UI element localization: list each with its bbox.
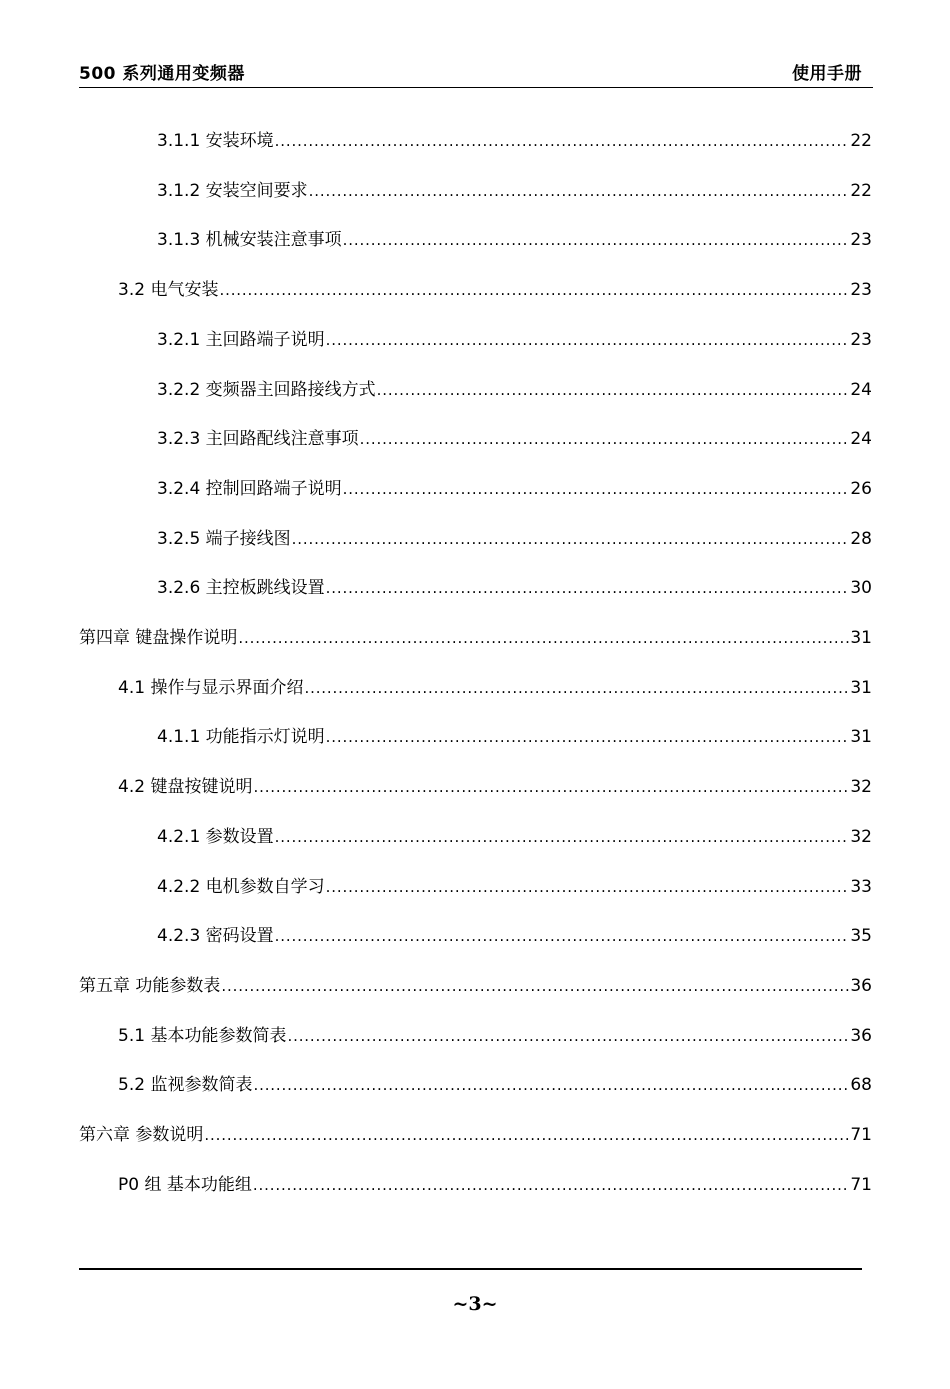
toc-entry[interactable] xyxy=(118,675,872,701)
toc-entry-title: 4.2.3 密码设置 xyxy=(157,926,274,947)
toc-entry-title: 4.2 键盘按键说明 xyxy=(118,777,253,798)
header-product-title: 500 系列通用变频器 xyxy=(79,64,245,84)
toc-entry[interactable] xyxy=(79,625,872,651)
toc-entry-page: 36 xyxy=(850,1025,872,1046)
toc-entry-page: 26 xyxy=(850,478,872,499)
toc-entry-page: 24 xyxy=(850,379,872,400)
toc-entry-page: 31 xyxy=(850,677,872,698)
toc-entry[interactable] xyxy=(157,575,872,601)
toc-dot-leader xyxy=(326,327,850,353)
toc-entry-title: 3.2 电气安装 xyxy=(118,280,219,301)
toc-entry-page: 36 xyxy=(850,975,872,996)
toc-dot-leader xyxy=(309,178,850,204)
toc-entry-page: 71 xyxy=(850,1125,872,1145)
toc-dot-leader xyxy=(238,625,849,651)
toc-entry[interactable] xyxy=(79,973,872,999)
toc-entry-title: 4.2.1 参数设置 xyxy=(157,826,274,847)
toc-dot-leader xyxy=(275,128,850,154)
page-header xyxy=(79,55,873,88)
toc-entry[interactable] xyxy=(79,1122,872,1148)
toc-entry-page: 28 xyxy=(850,528,872,549)
toc-dot-leader xyxy=(204,1122,849,1148)
toc-entry-title: 3.2.1 主回路端子说明 xyxy=(157,329,325,350)
toc-dot-leader xyxy=(343,227,850,253)
toc-entry-page: 32 xyxy=(850,826,872,847)
toc-entry[interactable] xyxy=(157,327,872,353)
toc-dot-leader xyxy=(360,426,850,452)
toc-entry-page: 68 xyxy=(850,1075,872,1096)
toc-entry-title: 第六章 参数说明 xyxy=(79,1125,204,1145)
toc-entry[interactable] xyxy=(118,774,872,800)
toc-entry-title: 3.2.4 控制回路端子说明 xyxy=(157,478,342,499)
toc-entry[interactable] xyxy=(157,426,872,452)
footer-divider xyxy=(79,1268,862,1270)
toc-entry[interactable] xyxy=(118,1172,872,1198)
toc-dot-leader xyxy=(377,377,850,403)
toc-entry-title: 3.2.5 端子接线图 xyxy=(157,528,291,549)
toc-entry-page: 32 xyxy=(850,777,872,798)
toc-entry-title: 3.1.2 安装空间要求 xyxy=(157,180,308,201)
toc-entry-page: 71 xyxy=(850,1174,872,1195)
toc-entry-page: 23 xyxy=(850,230,872,251)
toc-entry-title: 4.2.2 电机参数自学习 xyxy=(157,876,325,897)
toc-entry-title: 第五章 功能参数表 xyxy=(79,975,221,996)
toc-dot-leader xyxy=(219,277,849,303)
toc-entry-title: 3.2.2 变频器主回路接线方式 xyxy=(157,379,376,400)
toc-dot-leader xyxy=(343,476,850,502)
toc-dot-leader xyxy=(304,675,849,701)
toc-entry-title: 第四章 键盘操作说明 xyxy=(79,628,238,648)
toc-entry-title: 4.1.1 功能指示灯说明 xyxy=(157,727,325,748)
toc-entry-title: 5.1 基本功能参数简表 xyxy=(118,1025,287,1046)
toc-entry-page: 30 xyxy=(850,578,872,599)
toc-entry-title: 3.1.3 机械安装注意事项 xyxy=(157,230,342,251)
toc-entry-page: 23 xyxy=(850,329,872,350)
page-number: ~3~ xyxy=(452,1293,498,1315)
toc-dot-leader xyxy=(221,973,849,999)
toc-entry-page: 35 xyxy=(850,926,872,947)
toc-dot-leader xyxy=(326,575,850,601)
toc-entry-page: 24 xyxy=(850,429,872,450)
toc-entry[interactable] xyxy=(157,377,872,403)
toc-entry-title: 3.2.3 主回路配线注意事项 xyxy=(157,429,359,450)
toc-entry-page: 31 xyxy=(850,628,872,648)
toc-entry[interactable] xyxy=(157,476,872,502)
toc-entry[interactable] xyxy=(118,277,872,303)
toc-dot-leader xyxy=(292,526,850,552)
toc-entry[interactable] xyxy=(157,724,872,750)
toc-entry-page: 31 xyxy=(850,727,872,748)
toc-dot-leader xyxy=(326,724,850,750)
toc-entry-page: 22 xyxy=(850,180,872,201)
header-manual-label: 使用手册 xyxy=(792,64,862,84)
toc-entry[interactable] xyxy=(157,824,872,850)
toc-entry[interactable] xyxy=(118,1072,872,1098)
toc-entry-page: 22 xyxy=(850,131,872,151)
toc-entry[interactable] xyxy=(157,874,872,900)
toc-entry-title: 4.1 操作与显示界面介绍 xyxy=(118,677,304,698)
toc-entry-title: P0 组 基本功能组 xyxy=(118,1174,252,1195)
toc-dot-leader xyxy=(253,1172,849,1198)
toc-entry[interactable] xyxy=(157,128,872,154)
toc-dot-leader xyxy=(275,923,850,949)
toc-dot-leader xyxy=(326,874,850,900)
toc-entry[interactable] xyxy=(118,1023,872,1049)
toc-dot-leader xyxy=(275,824,850,850)
toc-entry-title: 3.2.6 主控板跳线设置 xyxy=(157,578,325,599)
toc-dot-leader xyxy=(253,1072,849,1098)
toc-dot-leader xyxy=(287,1023,849,1049)
toc-entry[interactable] xyxy=(157,923,872,949)
toc-dot-leader xyxy=(253,774,849,800)
toc-entry[interactable] xyxy=(157,178,872,204)
toc-entry-title: 5.2 监视参数简表 xyxy=(118,1075,253,1096)
toc-entry-title: 3.1.1 安装环境 xyxy=(157,131,274,151)
toc-entry[interactable] xyxy=(157,227,872,253)
toc-entry-page: 23 xyxy=(850,280,872,301)
toc-entry-page: 33 xyxy=(850,876,872,897)
toc-entry[interactable] xyxy=(157,526,872,552)
